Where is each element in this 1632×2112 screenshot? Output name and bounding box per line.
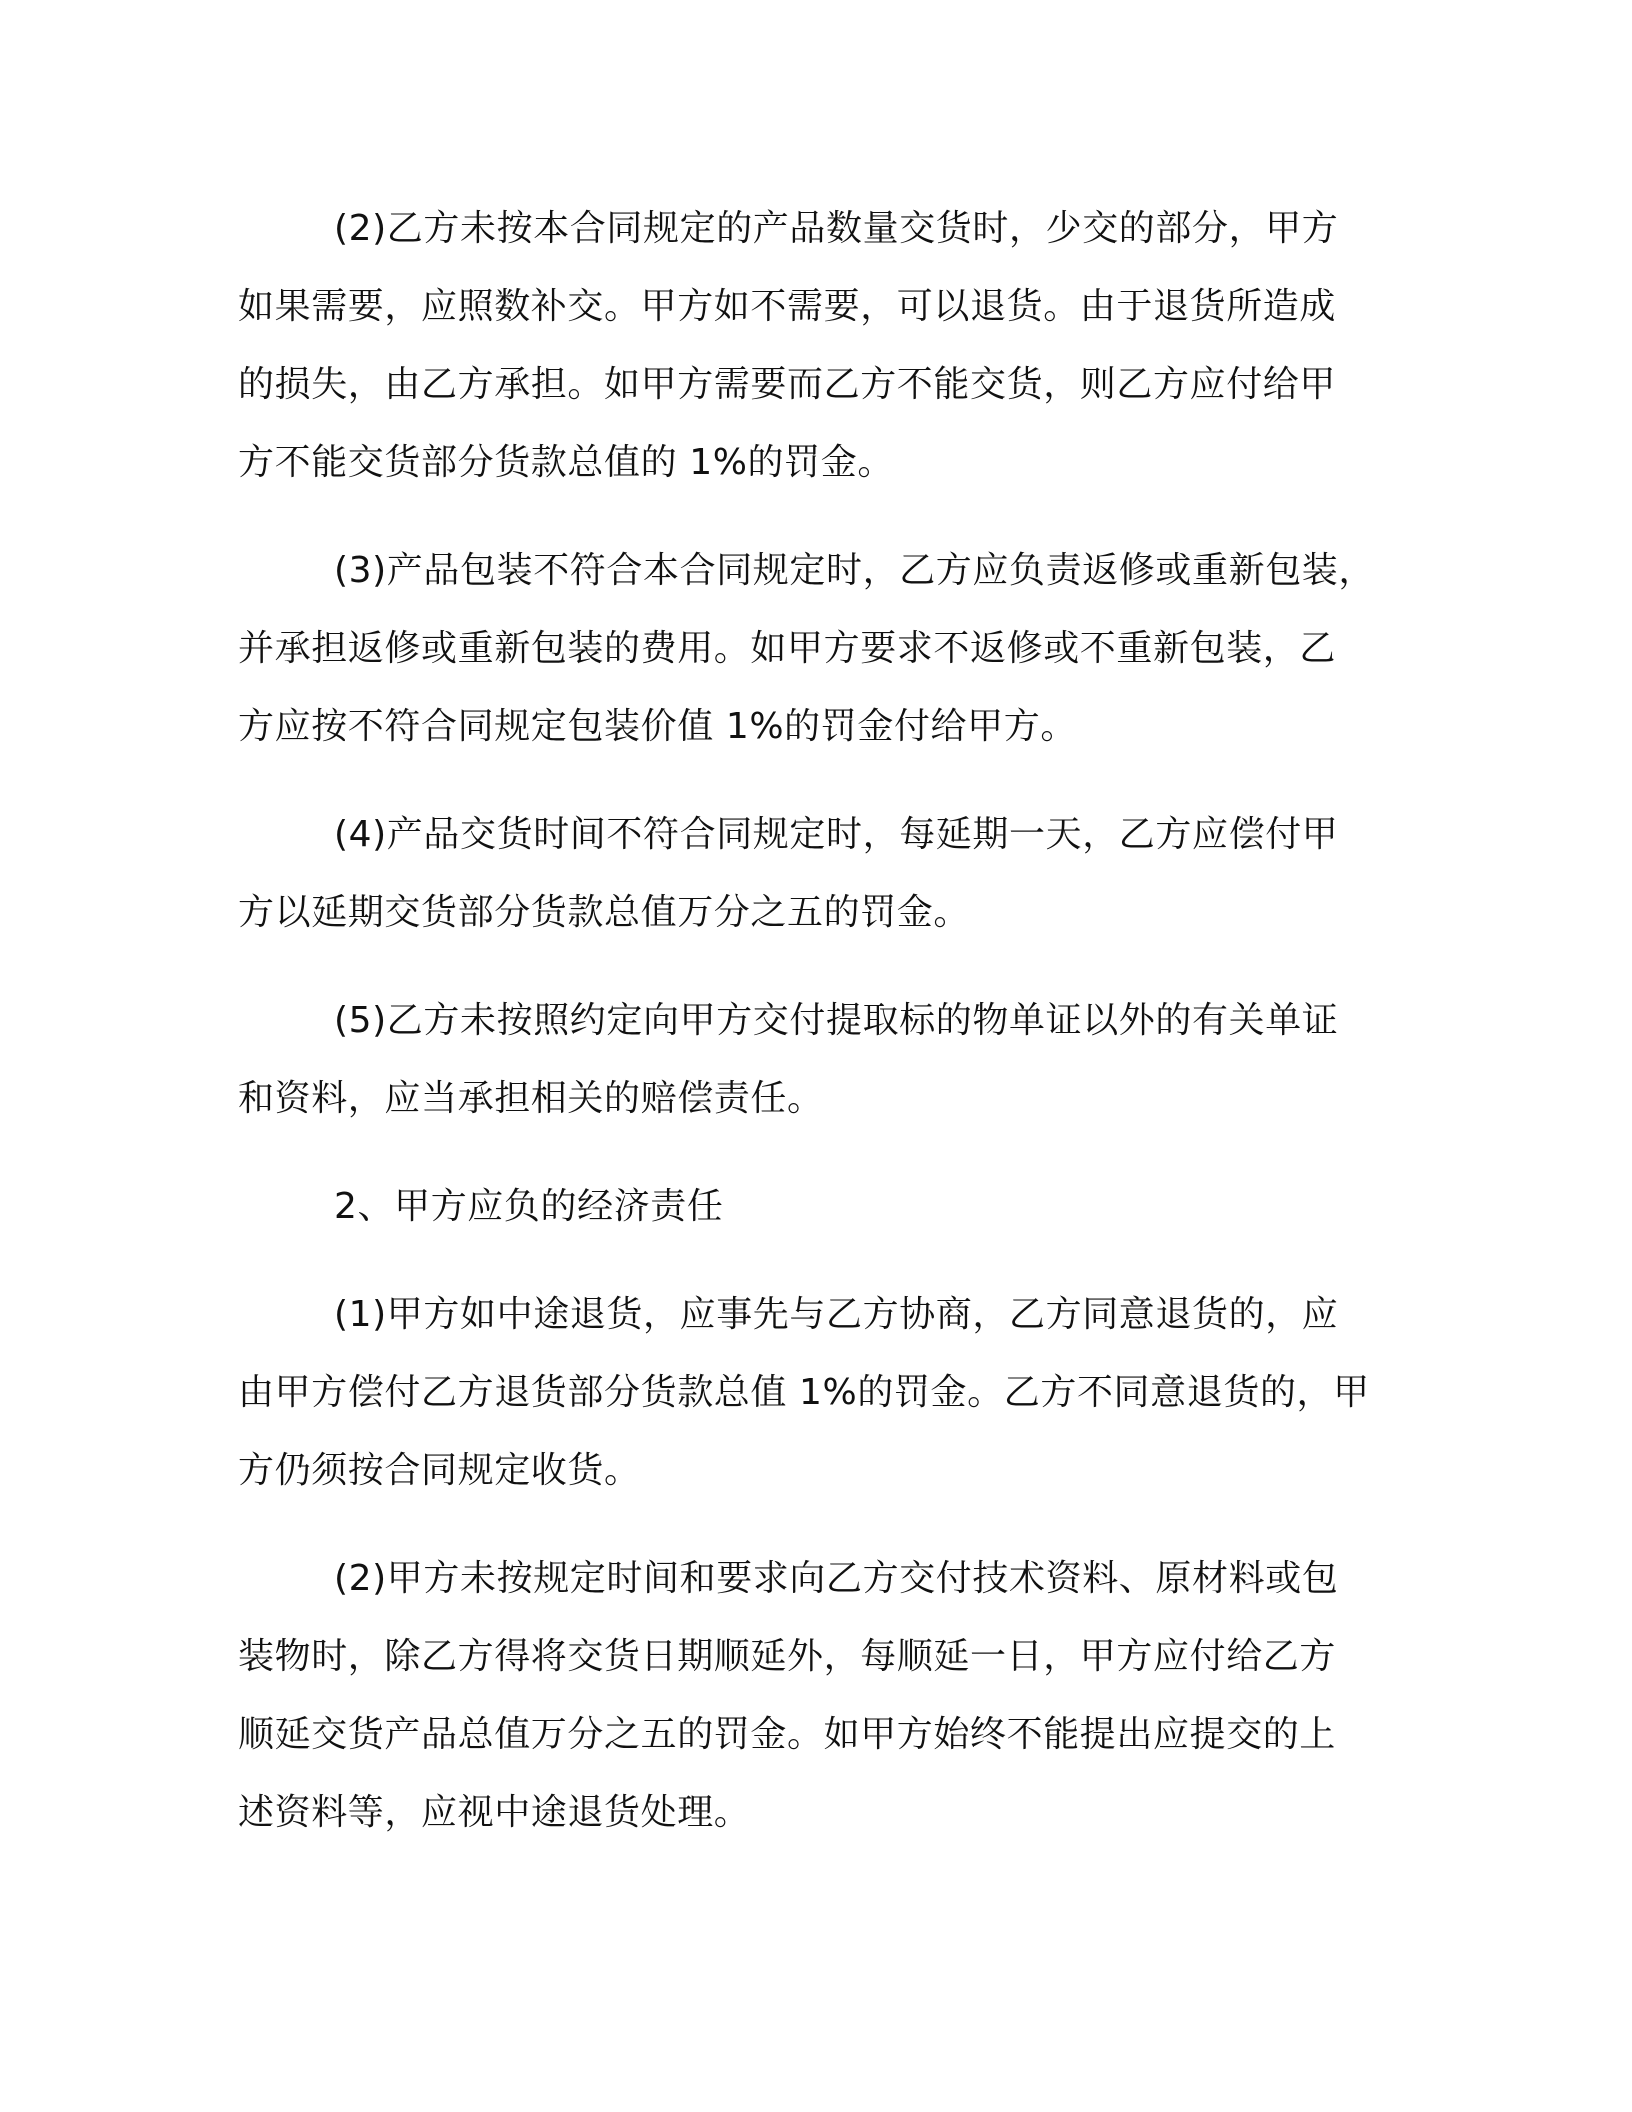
text-line: 由甲方偿付乙方退货部分货款总值 1%的罚金。乙方不同意退货的，甲 bbox=[238, 1372, 1370, 1413]
text-line: 方以延期交货部分货款总值万分之五的罚金。 bbox=[238, 892, 971, 933]
paragraph-buyer-materials bbox=[238, 1540, 1394, 1852]
paragraph-seller-documents bbox=[238, 982, 1394, 1138]
text-line: (2)甲方未按规定时间和要求向乙方交付技术资料、原材料或包 bbox=[334, 1558, 1339, 1599]
text-line: (3)产品包装不符合本合同规定时，乙方应负责返修或重新包装， bbox=[334, 550, 1375, 591]
text-line: (4)产品交货时间不符合同规定时，每延期一天，乙方应偿付甲 bbox=[334, 814, 1339, 855]
text-line: 方不能交货部分货款总值的 1%的罚金。 bbox=[238, 442, 894, 483]
text-line: 装物时，除乙方得将交货日期顺延外，每顺延一日，甲方应付给乙方 bbox=[238, 1636, 1337, 1677]
text-line: (5)乙方未按照约定向甲方交付提取标的物单证以外的有关单证 bbox=[334, 1000, 1339, 1041]
text-line: 述资料等，应视中途退货处理。 bbox=[238, 1792, 751, 1833]
paragraph-gap bbox=[238, 1246, 1394, 1276]
section-heading: 2、甲方应负的经济责任 bbox=[334, 1186, 724, 1227]
paragraph-seller-delivery-delay bbox=[238, 796, 1394, 952]
text-line: 方仍须按合同规定收货。 bbox=[238, 1450, 641, 1491]
text-line: 顺延交货产品总值万分之五的罚金。如甲方始终不能提出应提交的上 bbox=[238, 1714, 1337, 1755]
paragraph-gap bbox=[238, 952, 1394, 982]
text-line: 和资料，应当承担相关的赔偿责任。 bbox=[238, 1078, 824, 1119]
text-line: 并承担返修或重新包装的费用。如甲方要求不返修或不重新包装，乙 bbox=[238, 628, 1337, 669]
text-line: 如果需要，应照数补交。甲方如不需要，可以退货。由于退货所造成 bbox=[238, 286, 1337, 327]
paragraph-seller-quantity-shortfall bbox=[238, 190, 1394, 502]
paragraph-buyer-return bbox=[238, 1276, 1394, 1510]
paragraph-gap bbox=[238, 502, 1394, 532]
text-line: 方应按不符合同规定包装价值 1%的罚金付给甲方。 bbox=[238, 706, 1077, 747]
paragraph-gap bbox=[238, 766, 1394, 796]
text-line: (2)乙方未按本合同规定的产品数量交货时，少交的部分，甲方 bbox=[334, 208, 1339, 249]
text-line: (1)甲方如中途退货，应事先与乙方协商，乙方同意退货的，应 bbox=[334, 1294, 1339, 1335]
paragraph-gap bbox=[238, 1138, 1394, 1168]
section-heading-buyer-liability bbox=[238, 1168, 1394, 1246]
document-body bbox=[238, 190, 1394, 1852]
paragraph-gap bbox=[238, 1510, 1394, 1540]
paragraph-seller-packaging bbox=[238, 532, 1394, 766]
text-line: 的损失，由乙方承担。如甲方需要而乙方不能交货，则乙方应付给甲 bbox=[238, 364, 1337, 405]
